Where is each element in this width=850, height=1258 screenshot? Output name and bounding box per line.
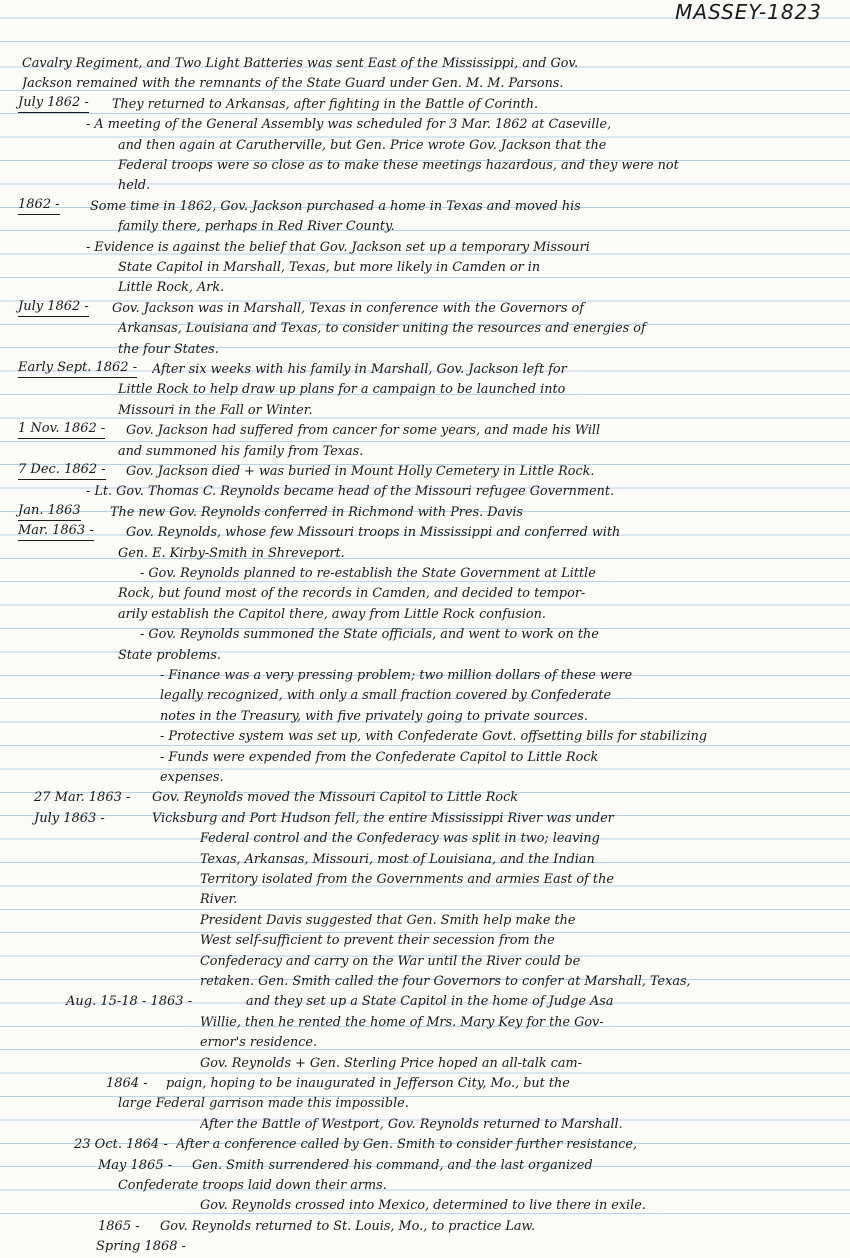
note-text: family there, perhaps in Red River County. bbox=[118, 219, 395, 235]
entry-date: 7 Dec. 1862 - bbox=[18, 460, 106, 480]
note-text: After a conference called by Gen. Smith to consider further resistance, bbox=[176, 1137, 638, 1153]
note-text: - Gov. Reynolds planned to re-establish the State Government at Little bbox=[140, 566, 596, 581]
note-text: State problems. bbox=[118, 647, 221, 663]
note-text: - A meeting of the General Assembly was scheduled for 3 Mar. 1862 at Caseville, bbox=[86, 117, 612, 133]
note-text: River. bbox=[200, 892, 238, 908]
note-text: - Funds were expended from the Confederate Capitol to Little Rock bbox=[160, 749, 599, 765]
note-text: West self-sufficient to prevent their secession from the bbox=[200, 933, 555, 949]
note-text: Gov. Reynolds moved the Missouri Capitol to Little Rock bbox=[152, 790, 519, 806]
note-text: The new Gov. Reynolds conferred in Richmond with Pres. Davis bbox=[110, 504, 523, 520]
note-text: - Evidence is against the belief that Gov. Jackson set up a temporary Missouri bbox=[86, 239, 590, 255]
note-text: Gov. Jackson had suffered from cancer for some years, and made his Will bbox=[126, 423, 601, 439]
note-text: and they set up a State Capitol in the home of Judge Asa bbox=[246, 994, 614, 1010]
entry-date: 23 Oct. 1864 - bbox=[74, 1137, 168, 1153]
note-text: Gov. Jackson died + was buried in Mount Holly Cemetery in Little Rock. bbox=[126, 464, 595, 479]
note-text: Rock, but found most of the records in Camden, and decided to tempor- bbox=[118, 586, 586, 602]
note-text: Confederate troops laid down their arms. bbox=[118, 1178, 387, 1193]
note-text: Territory isolated from the Governments and armies East of the bbox=[200, 872, 614, 887]
note-text: Willie, then he rented the home of Mrs. Mary Key for the Gov- bbox=[200, 1014, 604, 1030]
entry-date: July 1862 - bbox=[18, 93, 89, 113]
note-line bbox=[0, 1235, 850, 1258]
note-text: - Gov. Reynolds summoned the State officials, and went to work on the bbox=[140, 627, 599, 643]
note-text: large Federal garrison made this impossible. bbox=[118, 1096, 409, 1112]
note-text: - Finance was a very pressing problem; two million dollars of these were bbox=[160, 668, 633, 683]
note-text: Cavalry Regiment, and Two Light Batteries was sent East of the Mississippi, and Gov. bbox=[22, 56, 579, 71]
note-text: notes in the Treasury, with five privately going to private sources. bbox=[160, 708, 588, 724]
note-text: Arkansas, Louisiana and Texas, to consider uniting the resources and energies of bbox=[118, 321, 646, 337]
note-text: - Protective system was set up, with Confederate Govt. offsetting bills for stabilizing bbox=[160, 729, 708, 745]
entry-date: 1864 - bbox=[106, 1076, 148, 1091]
note-text: Gov. Reynolds returned to St. Louis, Mo., to practice Law. bbox=[160, 1218, 536, 1234]
note-text: retaken. Gen. Smith called the four Governors to confer at Marshall, Texas, bbox=[200, 974, 691, 989]
note-text: Gov. Reynolds + Gen. Sterling Price hoped an all-talk cam- bbox=[200, 1055, 582, 1071]
note-text: and then again at Carutherville, but Gen. Price wrote Gov. Jackson that the bbox=[118, 137, 607, 153]
note-text: Vicksburg and Port Hudson fell, the entire Mississippi River was under bbox=[152, 810, 614, 826]
note-text: Missouri in the Fall or Winter. bbox=[118, 402, 313, 418]
note-text: Confederacy and carry on the War until the River could be bbox=[200, 953, 581, 969]
note-text: After the Battle of Westport, Gov. Reynolds returned to Marshall. bbox=[200, 1116, 623, 1132]
note-text: President Davis suggested that Gen. Smith help make the bbox=[200, 912, 576, 928]
note-text: paign, hoping to be inaugurated in Jefferson City, Mo., but the bbox=[166, 1076, 570, 1091]
note-text: Gov. Reynolds crossed into Mexico, determined to live there in exile. bbox=[200, 1198, 646, 1214]
note-text: arily establish the Capitol there, away from Little Rock confusion. bbox=[118, 606, 546, 622]
note-text: After six weeks with his family in Marshall, Gov. Jackson left for bbox=[152, 362, 567, 377]
entry-date: Jan. 1863 bbox=[18, 501, 81, 521]
page-header: MASSEY-1823 bbox=[675, 0, 822, 24]
entry-date: Aug. 15-18 - 1863 - bbox=[66, 994, 193, 1010]
entry-date: July 1862 - bbox=[18, 297, 89, 317]
entry-date: 1 Nov. 1862 - bbox=[18, 419, 105, 439]
entry-date: Early Sept. 1862 - bbox=[18, 358, 137, 378]
note-text: State Capitol in Marshall, Texas, but more likely in Camden or in bbox=[118, 260, 541, 275]
note-text: Federal troops were so close as to make these meetings hazardous, and they were not bbox=[118, 158, 679, 173]
note-text: They returned to Arkansas, after fighting in the Battle of Corinth. bbox=[112, 96, 539, 112]
note-text: and summoned his family from Texas. bbox=[118, 443, 364, 459]
note-text: ernor's residence. bbox=[200, 1035, 318, 1051]
entry-date: 27 Mar. 1863 - bbox=[34, 790, 131, 806]
note-text: - Lt. Gov. Thomas C. Reynolds became head of the Missouri refugee Government. bbox=[86, 484, 615, 500]
entry-date: 1865 - bbox=[98, 1218, 140, 1234]
note-text: Little Rock to help draw up plans for a campaign to be launched into bbox=[118, 382, 566, 398]
note-text: Gen. Smith surrendered his command, and the last organized bbox=[192, 1157, 593, 1173]
note-text: Texas, Arkansas, Missouri, most of Louisiana, and the Indian bbox=[200, 851, 595, 867]
note-text: expenses. bbox=[160, 770, 224, 785]
note-text: Gen. E. Kirby-Smith in Shreveport. bbox=[118, 545, 345, 561]
entry-date: May 1865 - bbox=[98, 1157, 173, 1173]
note-text: Federal control and the Confederacy was split in two; leaving bbox=[200, 831, 600, 847]
note-text: Jackson remained with the remnants of the State Guard under Gen. M. M. Parsons. bbox=[22, 76, 564, 92]
note-text: Gov. Jackson was in Marshall, Texas in conference with the Governors of bbox=[112, 300, 584, 316]
entry-date: Mar. 1863 - bbox=[18, 521, 94, 541]
entry-date: 1862 - bbox=[18, 195, 60, 215]
note-text: Little Rock, Ark. bbox=[118, 280, 225, 296]
entry-date: Spring 1868 - bbox=[96, 1239, 187, 1255]
note-text: the four States. bbox=[118, 341, 219, 357]
note-text: legally recognized, with only a small fraction covered by Confederate bbox=[160, 688, 612, 704]
note-text: Some time in 1862, Gov. Jackson purchased a home in Texas and moved his bbox=[90, 198, 581, 214]
note-text: Gov. Reynolds, whose few Missouri troops in Mississippi and conferred with bbox=[126, 525, 621, 541]
note-text: held. bbox=[118, 178, 151, 194]
entry-date: July 1863 - bbox=[34, 810, 105, 826]
